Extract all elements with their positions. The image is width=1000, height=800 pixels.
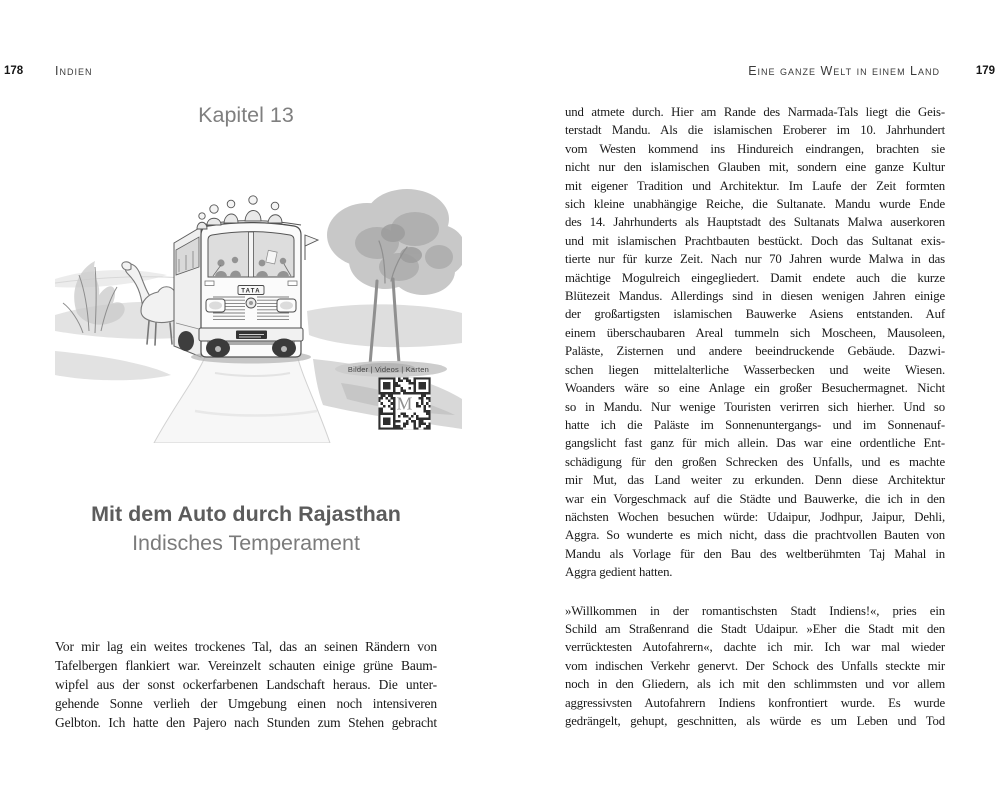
chapter-title: Mit dem Auto durch Rajasthan: [91, 502, 401, 526]
body-paragraph: [565, 602, 945, 731]
right-body-text: [565, 103, 945, 730]
text-line: tierte nur für kurze Zeit. Nach nur 70 Jahren wurde Malwa in das: [565, 252, 945, 267]
text-line: Aggra. So wunderte es mich nicht, dass die prachtvollen Bauten von: [565, 528, 945, 543]
text-line: nächsten Wochen besuchen würde: Udaipur, Jodhpur, Jaipur, Dehli,: [565, 509, 945, 524]
body-paragraph: [565, 103, 945, 582]
text-line: »Willkommen in der romantischsten Stadt Indiens!«, pries ein: [565, 603, 945, 618]
left-running-head: Indien: [55, 64, 93, 78]
left-body-text: [55, 637, 437, 732]
bus-brand-label: TATA: [241, 288, 261, 295]
text-line: vom indischen Verkehr genervt. Der Schock des Unfalls steckte mir: [565, 658, 945, 673]
text-line: Gelbton. Ich hatte den Pajero nach Stunden zum Stehen gebracht: [55, 715, 437, 730]
chapter-subtitle: Indisches Temperament: [132, 531, 360, 555]
qr-logo-letter: M: [396, 393, 413, 414]
text-line: gehende Sonne verlieh der Umgebung einen noch intensiveren: [55, 696, 437, 711]
right-running-head: Eine ganze Welt in einem Land: [748, 64, 940, 78]
text-line: wipfel aus der sonst ockerfarbenen Landschaft heraus. Die unter-: [55, 677, 437, 692]
text-line: der großartigsten islamischen Bauwerke Asiens entstanden. Auf: [565, 307, 945, 322]
text-line: schen liegen mittelalterliche Wasserbecken und weite Wiesen.: [565, 362, 945, 377]
text-line: mit eigener Tradition und Architektur. Im Laufe der Zeit formten: [565, 178, 945, 193]
text-line: verrücktesten Autofahrern«, dachte ich mir. Ich war mal wieder: [565, 640, 945, 655]
text-line: des 14. Jahrhunderts als Hauptstadt des Sultanats Malwa auserkoren: [565, 215, 945, 230]
text-line: schädigung für den großen Schrecken des Unfalls, und es machte: [565, 454, 945, 469]
left-page-number: 178: [4, 65, 24, 77]
text-line: aggressivsten Autofahrern Indiens konfrontiert wurde. Es wurde: [565, 695, 945, 710]
text-line: mir Mut, das Land weiter zu erkunden. Denn diese Architektur: [565, 473, 945, 488]
text-line: gedrängelt, gehupt, geschnitten, als würde es um Leben und Tod: [565, 714, 945, 728]
right-page-number: 179: [975, 65, 995, 77]
chapter-title-block: [55, 501, 437, 557]
text-line: noch in den Gliedern, als ich mit den schlimmsten und vor allem: [565, 677, 945, 692]
text-line: mächtige Mogulreich eingegliedert. Damit endete auch die kurze: [565, 270, 945, 285]
text-line: nicht nur den islamischen Glauben mit, sondern eine ganze Kultur: [565, 160, 945, 175]
qr-code: [378, 377, 431, 430]
text-line: gangslicht fast ganz für mich allein. Das war eine ordentliche Ent-: [565, 436, 945, 451]
text-line: und mit islamischen Prachtbauten bestückt. Doch das Sultanat exis-: [565, 233, 945, 248]
text-line: sich kleine unabhängige Reiche, die Sultanate. Mandu wurde Ende: [565, 197, 945, 212]
trees-drawing: [327, 189, 462, 377]
text-line: Vor mir lag ein weites trockenes Tal, das an seinen Rändern von: [55, 639, 437, 654]
bus-drawing: [174, 196, 318, 364]
text-line: so in Mandu. Nur wenige Touristen verirren sich hierher. Und so: [565, 399, 945, 414]
text-line: terstadt Mandu. Als die islamischen Eroberer im 10. Jahrhundert: [565, 123, 945, 138]
chapter-heading: Kapitel 13: [198, 103, 294, 127]
text-line: vom Westen kommend ins Hindureich eindrangen, brachten sie: [565, 141, 945, 156]
text-line: Woanders wäre so eine Anlage ein großer Besuchermagnet. Nicht: [565, 381, 945, 396]
text-line: Tafelbergen flankiert war. Vereinzelt schauten einige grüne Baum-: [55, 658, 437, 673]
illustration-caption: Bilder | Videos | Karten: [347, 365, 429, 374]
text-line: einem überschaubaren Areal tummeln sich Moscheen, Mausoleen,: [565, 325, 945, 340]
text-line: Mandu als Vorlage für den Bau des weltberühmten Taj Mahal in: [565, 546, 945, 561]
text-line: Blütezeit Mandus. Allerdings sind in diesen wenigen Jahren einige: [565, 289, 945, 304]
text-line: hatte ich die Paläste im Sonnenuntergangs- und im Sonnenauf-: [565, 417, 945, 432]
text-line: Aggra gedient hatten.: [565, 565, 673, 580]
text-line: und atmete durch. Hier am Rande des Narmada-Tals liegt die Geis-: [565, 105, 945, 119]
text-line: Schild am Straßenrand die Stadt Udaipur. »Eher die Stadt mit den: [565, 621, 945, 636]
text-line: Paläste, Zisternen und andere beeindruckende Gebäude. Dazwi-: [565, 344, 945, 359]
text-line: war ein Vorgeschmack auf die Städte und Bauwerke, die ich in den: [565, 491, 945, 506]
